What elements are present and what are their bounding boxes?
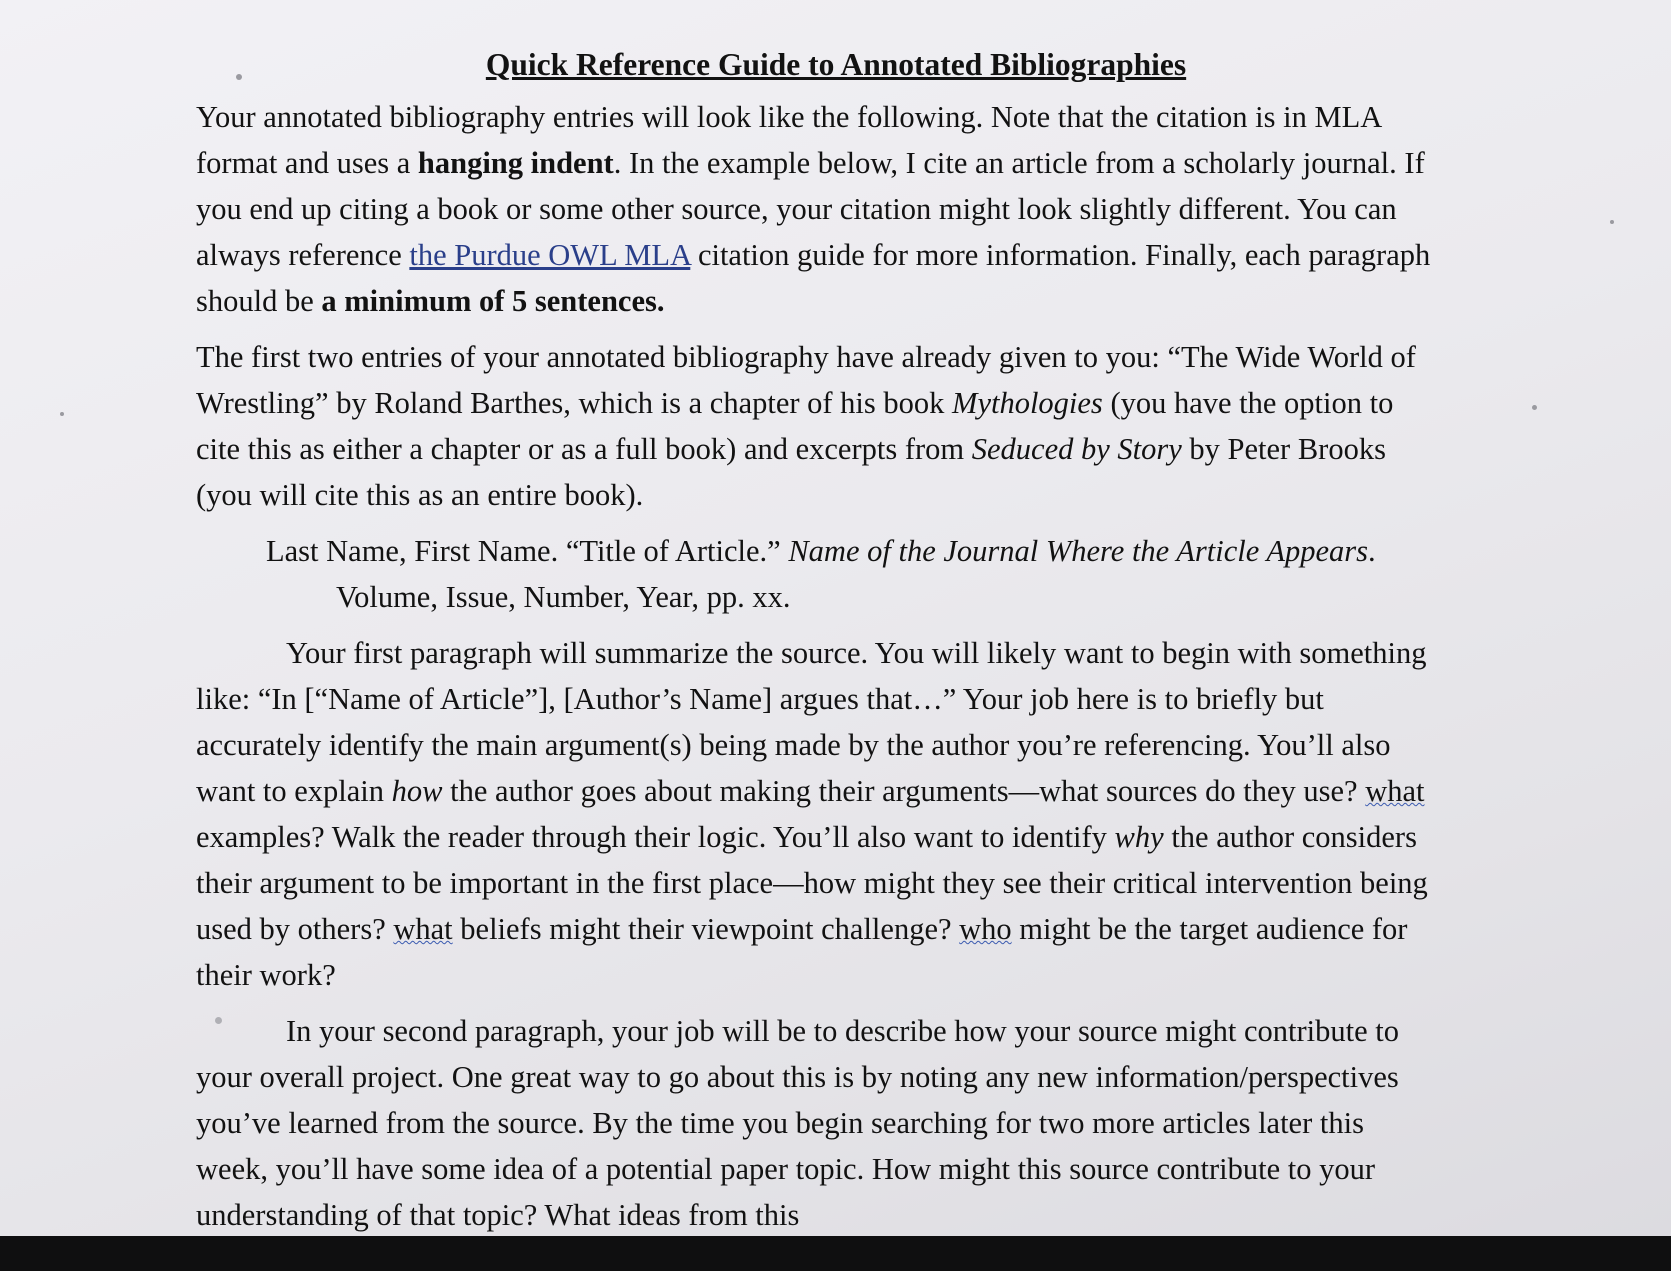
- italic-text: Seduced by Story: [971, 432, 1182, 466]
- text-run: beliefs might their viewpoint challenge?: [452, 912, 960, 946]
- italic-text: how: [391, 774, 443, 808]
- purdue-owl-link[interactable]: the Purdue OWL MLA: [409, 238, 691, 272]
- text-run: the author goes about making their arguments—what sources do they use?: [442, 774, 1366, 808]
- document-body: [196, 42, 1436, 1236]
- smudge-dot: [60, 412, 64, 416]
- text-run: examples? Walk the reader through their logic. You’ll also want to identify: [196, 820, 1115, 854]
- example-citation: [196, 528, 1436, 620]
- text-run: Last Name, First Name. “Title of Article.”: [266, 534, 789, 568]
- text-run: Your first paragraph will summarize the source. You will likely want to begin with something like: “In [“Name of Article”], [Author’s Name] argues that…” Your job here is to briefly but accurately identify the main argument(s) being made by the author you’re referencing. You’ll also want to explain: [196, 636, 1427, 808]
- summary-paragraph: [196, 630, 1436, 998]
- text-run: the author considers their argument to be important in the first place—how might they see their critical intervention being used by others?: [196, 820, 1428, 946]
- text-run: might be the target audience for their work?: [196, 912, 1408, 992]
- spellcheck-word[interactable]: who: [959, 912, 1012, 946]
- spellcheck-word[interactable]: what: [393, 912, 453, 946]
- text-run: (you have the option to cite this as either a chapter or as a full book) and excerpts from: [196, 386, 1394, 466]
- text-run: The first two entries of your annotated bibliography have already given to you: “The Wide World of Wrestling” by Roland Barthes, which is a chapter of his book: [196, 340, 1416, 420]
- bold-text: a minimum of 5 sentences.: [321, 284, 665, 318]
- smudge-dot: [1610, 220, 1614, 224]
- italic-text: why: [1114, 820, 1164, 854]
- italic-text: Name of the Journal Where the Article Appears: [788, 534, 1369, 568]
- text-run: In your second paragraph, your job will be to describe how your source might contribute to your overall project. One great way to go about this is by noting any new information/perspectives you’ve learned from the source. By the time you begin searching for two more articles later this week, you’ll have some idea of a potential paper topic. How might this source contribute to your understanding of that topic? What ideas from this: [196, 1014, 1399, 1232]
- smudge-dot: [1532, 405, 1537, 410]
- spellcheck-word[interactable]: what: [1365, 774, 1425, 808]
- page-title: Quick Reference Guide to Annotated Bibliographies: [485, 47, 1187, 82]
- text-run: citation guide for more information. Finally, each paragraph should be: [196, 238, 1431, 318]
- intro-paragraph: [196, 94, 1436, 324]
- monitor-bezel: [0, 1236, 1671, 1271]
- text-run: . Volume, Issue, Number, Year, pp. xx.: [336, 534, 1376, 614]
- entries-paragraph: [196, 334, 1436, 518]
- italic-text: Mythologies: [952, 386, 1103, 420]
- bold-text: hanging indent: [417, 146, 614, 180]
- text-run: . In the example below, I cite an article from a scholarly journal. If you end up citing a book or some other source, your citation might look slightly different. You can always reference: [196, 146, 1425, 272]
- text-run: by Peter Brooks (you will cite this as an entire book).: [196, 432, 1386, 512]
- contribution-paragraph: [196, 1008, 1436, 1236]
- text-run: Your annotated bibliography entries will look like the following. Note that the citation is in MLA format and uses a: [196, 100, 1381, 180]
